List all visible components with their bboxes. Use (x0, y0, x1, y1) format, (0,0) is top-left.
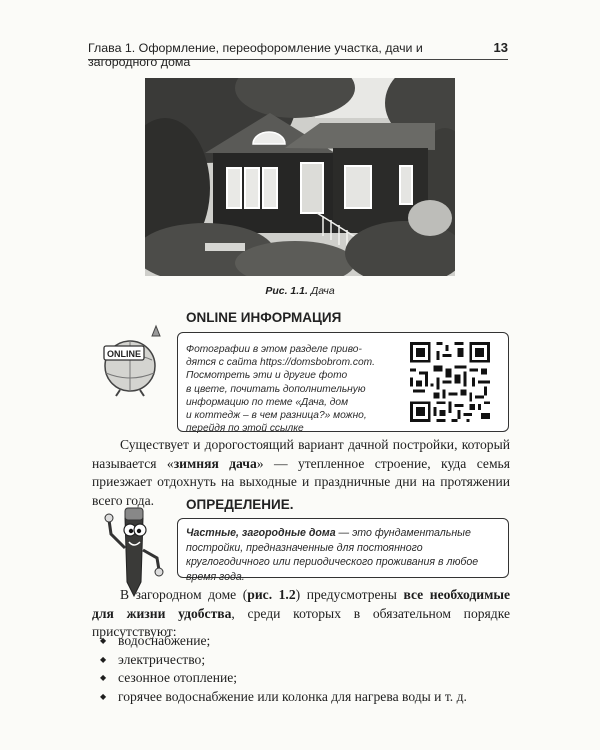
p2-text-b: ) предусмотрены (295, 587, 404, 602)
online-line: информацию по теме «Дача, дом (186, 396, 349, 408)
figure-caption (0, 285, 600, 297)
online-info-box (177, 332, 509, 435)
list-item: ◆ сезонное отопление; (100, 669, 510, 688)
p1-text-a: Существует и дорогостоящий вариант дачной постройки, который называется « (92, 437, 510, 471)
list-item: ◆ горячее водоснабжение или колонка для нагрева воды и т. д. (100, 688, 510, 707)
p2-text-a: В загородном доме ( (120, 587, 248, 602)
online-info-title: ONLINE ИНФОРМАЦИЯ (186, 310, 342, 325)
definition-title: ОПРЕДЕЛЕНИЕ. (186, 497, 294, 512)
amenities-list (100, 632, 510, 706)
chapter-title: Глава 1. Оформление, переофоромление участка, дачи и загородного дома (88, 41, 423, 69)
definition-term: Частные, загородные дома (186, 527, 336, 539)
p2-figure-ref[interactable]: рис. 1.2 (247, 587, 296, 602)
online-sign-text: ONLINE (106, 349, 142, 359)
p1-text-b: » — утепленное строение, куда семья приезжает отдохнуть на выходные и праздничные дни на протяжении всего года. (92, 455, 510, 508)
running-header (88, 40, 508, 69)
online-line: и коттедж – в чем разница?» можно, (186, 410, 367, 422)
online-line[interactable]: дятся с сайта https://domsbobrom.com. (186, 357, 375, 369)
online-mascot-icon (100, 318, 164, 403)
house-photo (145, 78, 455, 276)
p2-bold-phrase: все необходимые для жизни удобства (92, 587, 510, 621)
header-rule (88, 59, 508, 60)
definition-body: — это фундаментальные постройки, предназначенные для постоянного круглогодичного или периодического проживания в любое время года. (186, 527, 479, 583)
online-line: перейдя по этой ссылке (186, 423, 304, 435)
definition-box (177, 518, 509, 583)
definition-text (186, 526, 500, 584)
online-line: Фотографии в этом разделе приво- (186, 344, 362, 355)
qr-code-icon[interactable] (406, 339, 494, 430)
figure-caption-text: Дача (310, 285, 335, 297)
online-info-text (186, 343, 396, 435)
online-line: в цвете, почитать дополнительную (186, 383, 366, 395)
figure-label: Рис. 1.1. (265, 285, 308, 297)
list-item: ◆ водоснабжение; (100, 632, 510, 651)
p1-bold-term: зимняя дача (173, 455, 257, 471)
p2-text-c: , среди которых в обязательном порядке присутствуют: (92, 605, 511, 639)
page-number: 13 (493, 40, 508, 55)
list-item: ◆ электричество; (100, 651, 510, 670)
online-line: Посмотреть эти и другие фото (186, 370, 348, 382)
